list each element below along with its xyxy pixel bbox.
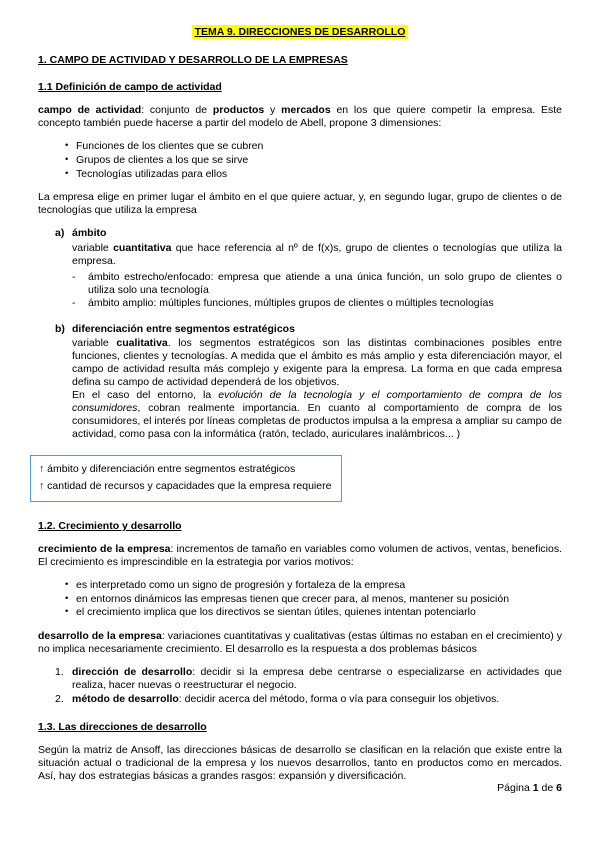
text-run: evolución de la tecnología y el comportamiento de compra de los consumidores: [72, 389, 562, 415]
paragraph: crecimiento de la empresa: incrementos de tamaño en variables como volumen de activos, ventas, beneficios. El crecimiento es imprescindible en la estrategia por varios motivos:: [38, 542, 562, 568]
item-number: 2.: [55, 693, 64, 706]
lettered-item: [38, 227, 562, 310]
text-run: crecimiento de la empresa: [38, 542, 171, 555]
paragraph: campo de actividad: conjunto de productos y mercados en los que quiere competir la empresa. Este concepto también puede hacerse a partir del modelo de Abell, propone 3 dimensiones:: [38, 104, 563, 130]
callout-box: [30, 455, 342, 501]
lettered-item: [38, 323, 562, 442]
text-run: mercados: [281, 104, 331, 117]
dash-text: ámbito amplio: múltiples funciones, múltiples grupos de clientes o múltiples tecnologías: [88, 297, 494, 310]
section-heading: 1.1 Definición de campo de actividad: [38, 81, 222, 94]
lettered-item-heading: [38, 323, 562, 337]
bullet-item: [38, 140, 562, 154]
footer-page-number: 1: [532, 782, 539, 794]
bullet-item: [38, 606, 562, 620]
text-run: método de desarrollo: [72, 693, 179, 706]
text-run: desarrollo de la empresa: [38, 629, 162, 642]
dash-marker: -: [72, 271, 76, 284]
page-footer: [497, 782, 562, 794]
item-number: 1.: [55, 665, 64, 678]
bullet-marker: •: [65, 167, 69, 179]
document-title-row: [38, 26, 562, 39]
item-letter: a): [55, 227, 65, 240]
bullet-text: Tecnologías utilizadas para ellos: [76, 167, 228, 180]
bullet-list: [38, 140, 562, 181]
footer-total-pages: 6: [556, 782, 562, 794]
paragraph: La empresa elige en primer lugar el ámbito en el que quiere actuar, y, en segundo lugar, grupo de clientes o de tecnologías que utiliza la empresa: [38, 191, 562, 217]
callout-line: ↑ cantidad de recursos y capacidades que la empresa requiere: [39, 479, 332, 492]
text-run: dirección de desarrollo: [72, 665, 193, 678]
text-run: cualitativa: [116, 337, 168, 350]
bullet-item: [38, 154, 562, 168]
bullet-list: [38, 579, 562, 620]
bullet-text: el crecimiento implica que los directivos se sientan útiles, quienes intentan potenciarlo: [76, 606, 476, 619]
dash-item: [72, 271, 562, 297]
section-heading: 1.2. Crecimiento y desarrollo: [38, 519, 182, 532]
section-heading: 1.3. Las direcciones de desarrollo: [38, 720, 207, 733]
lettered-item-heading: [38, 227, 562, 241]
dash-text: ámbito estrecho/enfocado: empresa que atiende a una única función, un solo grupo de clientes o utiliza solo una tecnología: [88, 271, 562, 297]
bullet-item: [38, 579, 562, 593]
numbered-item: [38, 666, 562, 693]
paragraph: desarrollo de la empresa: variaciones cuantitativas y cualitativas (estas últimas no estaban en el crecimiento) y no implica necesariamente crecimiento. El desarrollo es la respuesta a dos problemas básicos: [38, 629, 562, 655]
bullet-text: es interpretado como un signo de progresión y fortaleza de la empresa: [76, 578, 406, 591]
dash-marker: -: [72, 297, 76, 310]
numbered-text: método de desarrollo: decidir acerca del método, forma o vía para conseguir los objetivos.: [72, 693, 500, 706]
bullet-marker: •: [65, 592, 69, 604]
text-run: campo de actividad: [38, 104, 142, 117]
bullet-item: [38, 168, 562, 182]
bullet-marker: •: [65, 154, 69, 166]
item-letter: b): [55, 322, 65, 335]
numbered-item: [38, 693, 562, 707]
bullet-text: en entornos dinámicos las empresas tienen que crecer para, al menos, mantener su posición: [76, 592, 510, 605]
document-body: [38, 26, 562, 783]
bullet-item: [38, 593, 562, 607]
bullet-marker: •: [65, 606, 69, 618]
item-heading-text: diferenciación entre segmentos estratégicos: [72, 322, 295, 335]
footer-of-text: de: [538, 782, 557, 794]
section-heading: 1. CAMPO DE ACTIVIDAD Y DESARROLLO DE LA EMPRESAS: [38, 54, 348, 67]
callout-line: ↑ ámbito y diferenciación entre segmentos estratégicos: [39, 463, 296, 476]
numbered-list: [38, 666, 562, 707]
text-run: productos: [212, 104, 265, 117]
bullet-marker: •: [65, 578, 69, 590]
bullet-text: Funciones de los clientes que se cubren: [76, 140, 264, 153]
dash-item: [72, 297, 562, 310]
text-run: cuantitativa: [113, 242, 172, 254]
document-title: TEMA 9. DIRECCIONES DE DESARROLLO: [192, 25, 409, 39]
lettered-item-body: variable cuantitativa que hace referencia al nº de f(x)s, grupo de clientes o tecnologías que utiliza la empresa.: [72, 242, 562, 268]
numbered-text: dirección de desarrollo: decidir si la empresa debe centrarse o especializarse en actividades que realiza, hacer nuevas o reestructurar el negocio.: [72, 665, 562, 692]
footer-label: Página: [497, 782, 533, 794]
paragraph: Según la matriz de Ansoff, las direcciones básicas de desarrollo se clasifican en la relación que existe entre la situación actual o tradicional de la empresa y los nuevos desarrollos, tanto en productos como en mercados. Así, hay dos estrategias básicas a grandes rasgos: expansión y diversificación.: [38, 743, 562, 782]
bullet-text: Grupos de clientes a los que se sirve: [76, 154, 249, 167]
item-heading-text: ámbito: [72, 227, 107, 240]
lettered-item-body: variable cualitativa. los segmentos estratégicos son las distintas combinaciones posibles entre funciones, clientes y tecnologías. A medida que el ámbito es más amplio y esta diferenciación mayor, el campo de actividad resulta más complejo y exigente para la empresa. La forma en que cada empresa defina su campo de actividad dependerá de los objetivos. En el caso del entorno, la evolución de la tecnología y el comportamiento de compra de los consumidores, cobran realmente importancia. En cuanto al comportamiento de compra de los consumidores, el interés por líneas completas de productos impulsa a la empresa a ampliar su campo de actividad, como pasa con la informática (ratón, teclado, auriculares inalámbricos... ): [72, 337, 562, 441]
bullet-marker: •: [65, 140, 69, 152]
